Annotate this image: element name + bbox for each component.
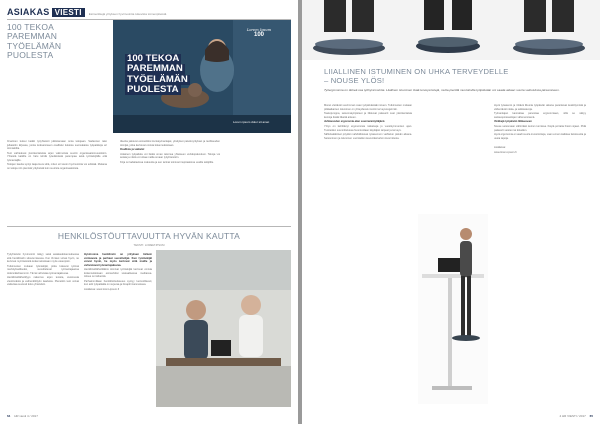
article1-title xyxy=(7,23,107,61)
paragraph: Sähkösäätöiset pöydät mahdollistavat työasennon vaihtelun päivän aikana. Seisominen ja istuminen vuorotellen keventää kehon kuormitusta. xyxy=(324,133,412,140)
article-title-line: – NOUSE YLÖS! xyxy=(324,76,385,85)
section-header xyxy=(7,7,166,17)
left-page xyxy=(0,0,298,424)
paragraph: Lisätietoa: www.lorem-ipsum.fi xyxy=(84,288,120,292)
right-page xyxy=(302,0,600,424)
paragraph: Teot vaihtelevat yksinkertaisista arjen valinnoista suuriin organisaatiomuutoksiin. Yhteistä kaikille on halu tehdä työelämästä parempaa sekä työntekijöille että työnantajille. xyxy=(7,151,107,162)
badge-number: 100 xyxy=(253,32,264,38)
article-col1 xyxy=(324,104,412,141)
page-number: 64 xyxy=(7,414,11,418)
page-number: 65 xyxy=(589,414,593,418)
image-headline-line: TYÖELÄMÄN xyxy=(127,73,188,85)
paragraph: Monet viettävät suurimman osan työpäivästään istuen. Tutkimusten mukaan pitkäaikainen istuminen on yhteydessä moniin terveysongelmiin. xyxy=(324,104,412,111)
article2-col1 xyxy=(7,253,79,288)
subheading: Juhlavuoden ergonomia-alan suunnannäyttäjänä xyxy=(324,120,385,124)
article2-title: HENKILÖSTÖUTTAVUUTTA HYVÄN KAUTTA xyxy=(57,231,241,241)
article2-col2 xyxy=(84,253,152,293)
article1-col1 xyxy=(7,140,107,172)
subheading: Osallistu ja vaikuta! xyxy=(120,148,145,152)
article1-title-line: PAREMMAN xyxy=(7,31,58,42)
article-lead: Työergonomia on tärkeä osa työhyvinvointia. Liiallinen istuminen lisää terveysriskejä, mutta pienillä muutoksilla työpäivään voi saada aikaan suuria vaikutuksia jaksamiseen. xyxy=(324,88,560,92)
person-at-desk-photo xyxy=(418,214,488,404)
article-title xyxy=(324,67,594,85)
paragraph: Henkilöstölähettilyys rakentuu arjen teoista, avoimesta viestinnästä ja esihenkilötyön laadusta. Pienetkin teot voivat vaikuttaa suuresti koko yhteisöön. xyxy=(7,276,79,287)
issue-label: HR viesti 4 / 2017 xyxy=(14,414,38,418)
article1-image xyxy=(113,20,291,133)
lead-paragraph: Hyvinvoiva henkilöstö on yrityksen tärkein voimavara ja parhaat suosittelijat. Kun työntekijät voivat hyvin, he myös kertovat siitä muille ja vahvistavat työnantajakuvaa. xyxy=(84,253,152,267)
paragraph: Nouse seisomaan vähintään kerran tunnissa. Käytä portaita hissin sijaan. Pidä palaverit seisten tai kävellen. xyxy=(494,125,586,132)
paragraph: Henkilöstölähettiläinä toimivat työntekijät kertovat omista kokemuksistaan esimerkiksi sosiaalisessa mediassa. Aitous on tärkeintä. xyxy=(84,268,152,279)
paragraph: Yritys on kehittänyt ergonomisia ratkaisuja jo vuosikymmenten ajan. Tuotteiden suunnittelussa huomioidaan käyttäjän tarpeet ja terveys. xyxy=(324,125,412,132)
article-image xyxy=(302,0,600,60)
paragraph: Työyhteisön hyvinvointi näkyy sekä asiakaskokemuksessa että henkilöstön sitoutumisessa. Kun ihmiset voivat hyvin, ne kertovat myönteisistä kokemuksistaan myös eteenpäin. xyxy=(7,253,79,263)
article1-title-line: TYÖELÄMÄN xyxy=(7,40,62,51)
image-headline-line: PAREMMAN xyxy=(127,63,183,75)
right-footer xyxy=(559,414,593,418)
article-title-line: LIIALLINEN ISTUMINEN ON UHKA TERVEYDELLE xyxy=(324,67,509,76)
left-footer xyxy=(7,414,38,418)
paragraph: Parhaimmillaan henkilöstöuttavuus syntyy luonnollisesti, kun arki työpaikalla on sujuvaa ja ilmapiiri kannustava. xyxy=(84,279,152,287)
paragraph: Tekojen kautta syntyi laaja kuva siitä, miten eri tavoin hyvinvointia voi edistää. Mukana on tekoja niin pienistä yrityksistä kuin suurista organisaatioista. xyxy=(7,163,107,170)
paragraph: Työnantajan kannattaa panostaa ergonomiaan, sillä se näkyy sairauspoissaolojen vähenemisenä. xyxy=(494,112,586,119)
article1-title-line: PUOLESTA xyxy=(7,50,54,61)
header-subtitle: Esimerkkejä yrityksen hyvinvointia tukevista toimenpiteistä xyxy=(88,12,167,16)
standing-desk-photo xyxy=(302,0,600,60)
article2-byline: TEKSTI: LOREM IPSUM xyxy=(133,243,165,247)
paragraph: Ideoita jakoivat esimerkiksi kuntatyönantajat, yksityiset palveluyritykset ja teollisuuden toimijat, jotka kertoivat omista kokemuksistaan. xyxy=(120,140,220,147)
paragraph: Hyvä ergonomia ei vaadi suuria investointeja, vaan ennen kaikkea tietoisuutta ja uusia tapoja. xyxy=(494,133,586,140)
image-badge xyxy=(233,28,285,39)
paragraph: Hyvä työasento ja riittävä liikunta työpäivän aikana parantavat keskittymistä ja vähentävät niska- ja selkävaivoja. xyxy=(494,104,586,111)
meeting-photo xyxy=(156,250,291,407)
paragraph: Kirja on ladattavissa maksutta ja sen tarinat toimivat inspiraationa uusille tekijöille. xyxy=(120,161,214,165)
contact-label: Lisätietoa: xyxy=(494,146,506,150)
paragraph: Taukojumppa, seisomatyöpisteet ja liikkuvat palaverit ovat yksinkertaisia keinoja lisätä liikettä arkeen. xyxy=(324,112,412,119)
image-headline-line: 100 TEKOA xyxy=(127,53,180,64)
subheading: Vinkkejä työpäivän liikkeeseen xyxy=(494,120,532,124)
paragraph: Jokainen työpaikka voi lisätä oman tekonsa yhteiseen verkkopalveluun. Tekoja voi selata ja niistä voi ottaa mallia omaan työyhteisöön. xyxy=(120,152,220,160)
header-section: VIESTI xyxy=(52,8,85,17)
paragraph: Tutkimusten mukaan työntekijät, jotka kokevat työnsä merkitykselliseksi, suosittelevat työnantajaansa todennäköisemmin. Tämä vahvistaa työnantajakuvaa. xyxy=(7,264,79,275)
image-headline xyxy=(125,54,190,95)
image-caption: Lorem ipsum dolor sit amet xyxy=(233,120,270,124)
standing-desk-image xyxy=(418,214,488,404)
header-brand: ASIAKAS xyxy=(7,7,50,17)
divider xyxy=(7,226,291,227)
article2-image xyxy=(156,250,291,407)
badge-top: Lorem Ipsum xyxy=(246,28,272,32)
article1-col2 xyxy=(120,140,220,166)
article1-title-line: 100 TEKOA xyxy=(7,22,55,32)
image-headline-line: PUOLESTA xyxy=(127,83,179,95)
issue-label: 4 HR VIESTI / 2017 xyxy=(559,414,586,418)
article-col2 xyxy=(494,104,586,156)
contact-link[interactable]: www.lorem-ipsum.fi xyxy=(494,150,517,154)
paragraph: Ilmarinen kutsui kaikki työyhteisöt julkistamaan omia tekojaan. Sadannen teko julkaistiin kirjassa, jonka kokoamiseen osallistui lukuisia suomalaisia työpaikkoja eri toimialoilta. xyxy=(7,140,107,150)
